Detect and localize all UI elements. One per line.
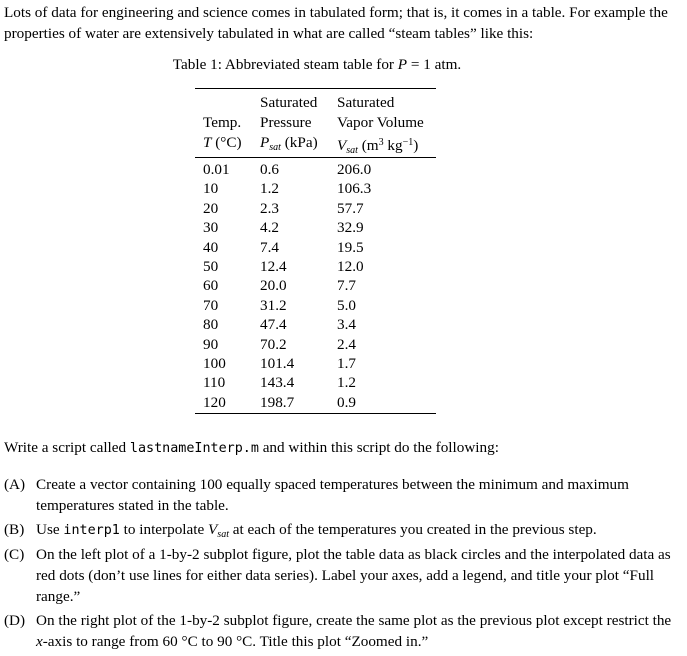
task-text: Create a vector containing 100 equally spaced temperatures between the minimum and maximum temperatures stated in the table. <box>36 476 629 514</box>
table-row: 80 47.4 3.4 <box>203 316 356 334</box>
header-volume-line1: Saturated <box>337 94 395 111</box>
header-pressure-line1: Saturated <box>260 94 318 111</box>
table-row: 110 143.4 1.2 <box>203 374 356 392</box>
table-row: 50 12.4 12.0 <box>203 258 364 275</box>
header-pressure-line2: Pressure <box>260 114 312 131</box>
task-text: On the left plot of a 1-by-2 subplot figure, plot the table data as black circles and the interpolated data as red dots (don’t use lines for either data series). Label your axes, add a legend, and title your plot “Full range.” <box>36 546 671 605</box>
table-bottom-rule <box>195 413 436 414</box>
task-item-d <box>4 610 680 652</box>
table-top-rule <box>195 88 436 89</box>
task-text: On the right plot of the 1-by-2 subplot figure, create the same plot as the previous plot except restrict the x-axis to range from 60 °C to 90 °C. Title this plot “Zoomed in.” <box>36 612 672 650</box>
table-row: 30 4.2 32.9 <box>203 219 364 237</box>
header-temp-unit: T (°C) <box>203 134 242 151</box>
table-row: 120 198.7 0.9 <box>203 393 356 411</box>
header-pressure-unit: $P_{sat}$ (kPa) <box>260 134 318 153</box>
task-item-c <box>4 544 680 607</box>
header-temp-label: Temp. <box>203 114 242 131</box>
instructions-line: Write a script called lastnameInterp.m and within this script do the following: <box>4 439 499 456</box>
header-volume-line2: Vapor Volume <box>337 114 424 131</box>
table-row: 10 1.2 106.3 <box>203 180 372 198</box>
task-label: (D) <box>4 612 26 629</box>
function-name: interp1 <box>63 523 120 538</box>
task-item-a <box>4 474 680 516</box>
table-caption: Table 1: Abbreviated steam table for P = 1 atm. <box>172 56 462 73</box>
table-row: 0.01 0.6 206.0 <box>203 161 372 178</box>
task-text: Use interp1 to interpolate $V_{sat}$ at each of the temperatures you created in the previous step. <box>36 521 597 540</box>
task-label: (C) <box>4 546 25 563</box>
task-label: (B) <box>4 521 25 538</box>
table-row: 100 101.4 1.7 <box>203 355 356 372</box>
table-header-rule <box>195 157 436 158</box>
script-filename: lastnameInterp.m <box>129 441 259 456</box>
intro-paragraph: Lots of data for engineering and science comes in tabulated form; that is, it comes in a table. For example the properties of water are extensively tabulated in what are called “steam tables” like this: <box>4 4 668 42</box>
table-row: 70 31.2 5.0 <box>203 296 356 314</box>
table-row: 40 7.4 19.5 <box>203 238 364 256</box>
table-row: 20 2.3 57.7 <box>203 199 364 217</box>
task-item-b <box>4 519 680 545</box>
task-label: (A) <box>4 476 26 493</box>
header-volume-unit: $V_{sat}$ ($m^3$ $kg^{-1}$) <box>337 137 419 156</box>
table-row: 90 70.2 2.4 <box>203 335 356 353</box>
table-row: 60 20.0 7.7 <box>203 277 356 295</box>
